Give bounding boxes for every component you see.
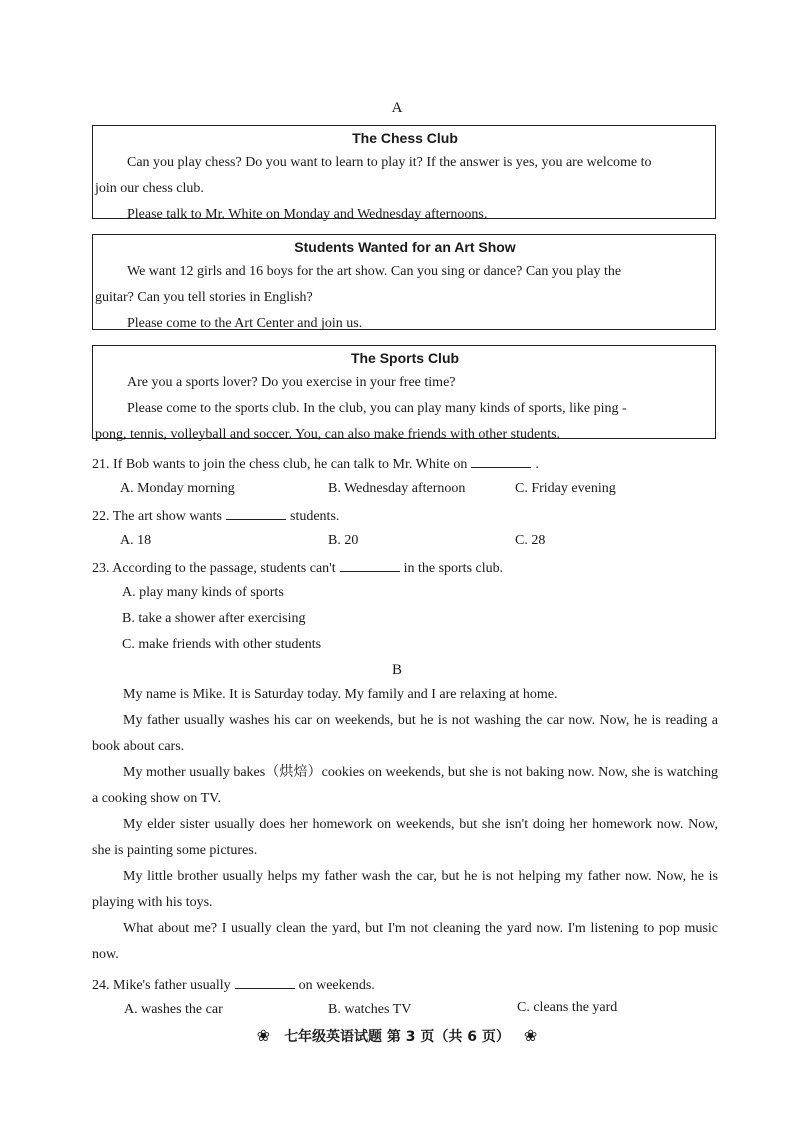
passage-paragraph: My name is Mike. It is Saturday today. My family and I are relaxing at home.	[123, 687, 558, 702]
question-stem-end: .	[535, 457, 539, 472]
answer-blank	[340, 559, 400, 572]
question-stem: 23. According to the passage, students can't	[92, 561, 336, 576]
flower-ornament-icon: ❀	[256, 1026, 271, 1045]
answer-blank	[471, 455, 531, 468]
passage-paragraph: My elder sister usually does her homework on weekends, but she isn't doing her homework now. Now, she is painting some pictures.	[92, 817, 718, 858]
notice-chess-club	[92, 125, 716, 222]
question-stem-end: on weekends.	[298, 978, 375, 993]
question-stem: 24. Mike's father usually	[92, 978, 231, 993]
page-footer	[0, 1026, 794, 1046]
notice-art-show	[92, 234, 716, 330]
notice-title: The Sports Club	[350, 350, 460, 366]
question-stem: 21. If Bob wants to join the chess club, he can talk to Mr. White on	[92, 457, 468, 472]
notice-line: pong, tennis, volleyball and soccer. You, can also make friends with other students.	[95, 427, 561, 442]
question-stem-end: in the sports club.	[403, 561, 504, 576]
option: C. 28	[515, 533, 546, 548]
question-22	[92, 507, 339, 525]
notice-line: Please talk to Mr. White on Monday and Wednesday afternoons.	[127, 207, 488, 222]
option: A. Monday morning	[120, 481, 235, 496]
footer-text: 七年级英语试题 第 3 页（共 6 页）	[284, 1029, 510, 1045]
option: A. play many kinds of sports	[122, 585, 284, 600]
notice-sports-club	[92, 345, 716, 442]
answer-blank	[235, 976, 295, 989]
option: A. washes the car	[124, 1002, 223, 1017]
passage-paragraph: My little brother usually helps my father wash the car, but he is not helping my father now. Now, he is playing with his toys.	[92, 869, 718, 910]
notice-line: Please come to the Art Center and join us.	[127, 316, 363, 331]
option: A. 18	[120, 533, 152, 548]
option: B. Wednesday afternoon	[328, 481, 466, 496]
option: B. watches TV	[328, 1002, 412, 1017]
option: C. Friday evening	[515, 481, 616, 496]
option: B. take a shower after exercising	[122, 611, 306, 626]
question-stem-end: students.	[290, 509, 340, 524]
notice-line: join our chess club.	[95, 181, 204, 196]
question-stem: 22. The art show wants	[92, 509, 222, 524]
answer-blank	[226, 507, 286, 520]
notice-line: We want 12 girls and 16 boys for the art show. Can you sing or dance? Can you play the	[127, 264, 622, 279]
section-b-letter: B	[391, 662, 402, 678]
notice-line: guitar? Can you tell stories in English?	[95, 290, 313, 305]
question-23	[92, 559, 503, 577]
notice-line: Are you a sports lover? Do you exercise in your free time?	[127, 375, 456, 390]
notice-line: Can you play chess? Do you want to learn to play it? If the answer is yes, you are welcome to	[127, 155, 652, 170]
passage-paragraph: What about me? I usually clean the yard, but I'm not cleaning the yard now. I'm listening to pop music now.	[92, 921, 718, 962]
notice-title: Students Wanted for an Art Show	[294, 239, 516, 255]
notice-title: The Chess Club	[352, 130, 458, 146]
passage-b	[92, 682, 718, 968]
option: C. make friends with other students	[122, 637, 322, 652]
passage-paragraph: My mother usually bakes（烘焙）cookies on weekends, but she is not baking now. Now, she is watching a cooking show on TV.	[92, 765, 718, 806]
option: C. cleans the yard	[517, 1000, 618, 1015]
question-24	[92, 976, 375, 994]
question-21	[92, 455, 539, 473]
section-a-letter: A	[391, 100, 403, 116]
flower-ornament-icon: ❀	[523, 1026, 538, 1045]
notice-line: Please come to the sports club. In the club, you can play many kinds of sports, like ping -	[127, 401, 627, 416]
option: B. 20	[328, 533, 359, 548]
passage-paragraph: My father usually washes his car on weekends, but he is not washing the car now. Now, he is reading a book about cars.	[92, 713, 718, 754]
